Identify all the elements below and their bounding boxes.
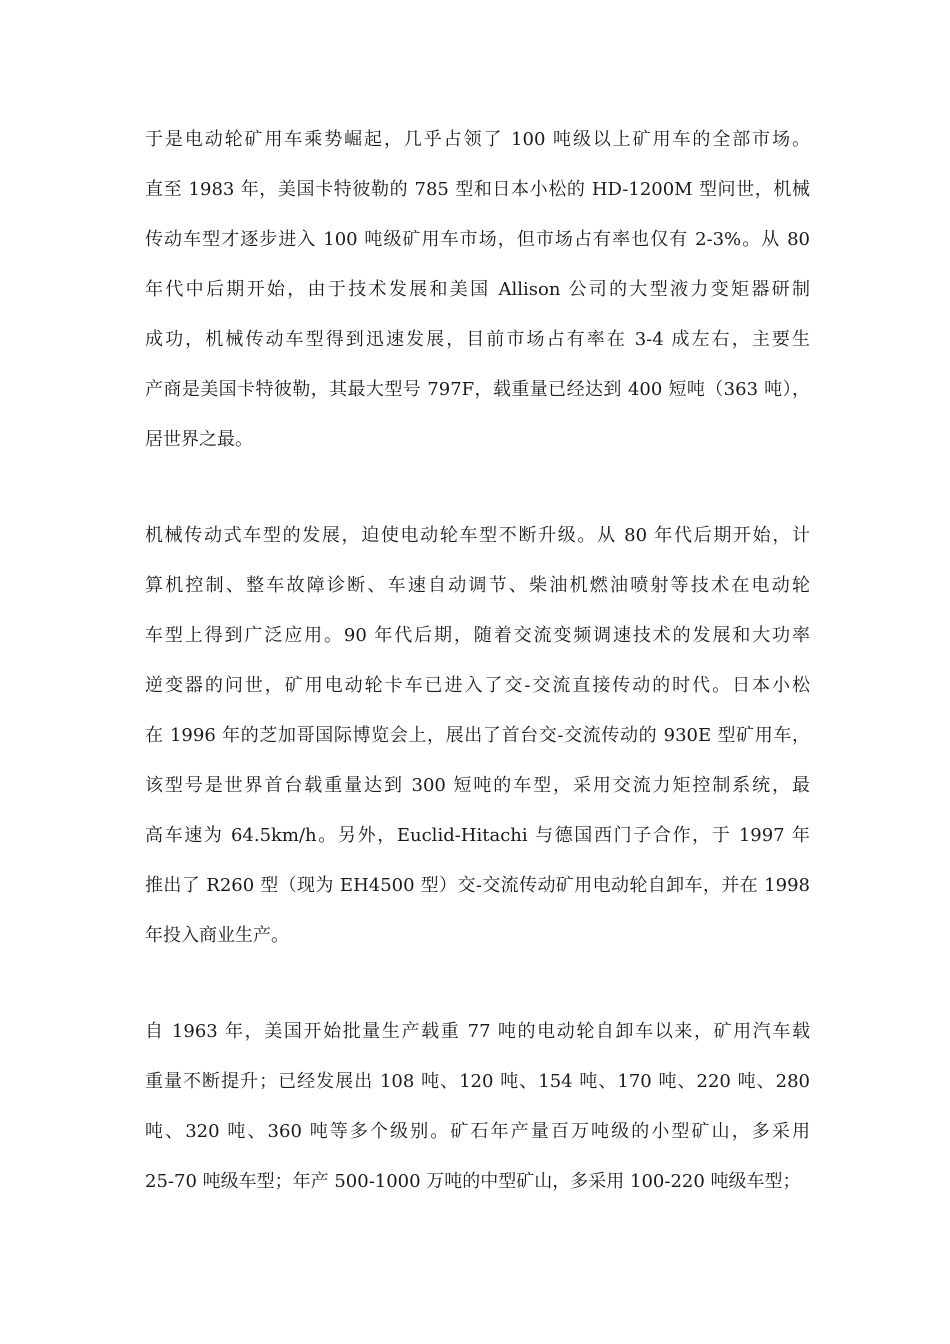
text-line: 车型上得到广泛应用。90 年代后期，随着交流变频调速技术的发展和大功率 [145,625,810,646]
text-line: 25-70 吨级车型；年产 500-1000 万吨的中型矿山，多采用 100-220 吨级车型； [145,1171,801,1192]
text-line: 推出了 R260 型（现为 EH4500 型）交-交流传动矿用电动轮自卸车，并在 1998 [145,875,810,896]
text-line: 直至 1983 年，美国卡特彼勒的 785 型和日本小松的 HD-1200M 型问世，机械 [145,179,810,200]
text-line: 传动车型才逐步进入 100 吨级矿用车市场，但市场占有率也仅有 2-3%。从 80 [145,229,810,250]
text-line: 产商是美国卡特彼勒，其最大型号 797F，载重量已经达到 400 短吨（363 吨）， [145,379,810,400]
text-line: 机械传动式车型的发展，迫使电动轮车型不断升级。从 80 年代后期开始，计 [145,525,810,546]
text-line: 高车速为 64.5km/h。另外，Euclid-Hitachi 与德国西门子合作，于 1997 年 [145,825,810,846]
text-line: 于是电动轮矿用车乘势崛起，几乎占领了 100 吨级以上矿用车的全部市场。 [145,129,810,150]
text-line: 成功，机械传动车型得到迅速发展，目前市场占有率在 3-4 成左右，主要生 [145,329,810,350]
text-line: 居世界之最。 [145,429,253,450]
text-line: 在 1996 年的芝加哥国际博览会上，展出了首台交-交流传动的 930E 型矿用车， [145,725,810,746]
paragraph-payload-growth [145,1014,810,1214]
text-line: 年投入商业生产。 [145,925,289,946]
text-line: 该型号是世界首台载重量达到 300 短吨的车型，采用交流力矩控制系统，最 [145,775,810,796]
text-line: 吨、320 吨、360 吨等多个级别。矿石年产量百万吨级的小型矿山，多采用 [145,1121,810,1142]
paragraph-mechanical-drive-development [145,518,810,968]
text-line: 逆变器的问世，矿用电动轮卡车已进入了交-交流直接传动的时代。日本小松 [145,675,810,696]
text-line: 算机控制、整车故障诊断、车速自动调节、柴油机燃油喷射等技术在电动轮 [145,575,810,596]
text-line: 自 1963 年，美国开始批量生产载重 77 吨的电动轮自卸车以来，矿用汽车载 [145,1021,810,1042]
paragraph-electric-wheel-history [145,122,810,472]
text-line: 重量不断提升；已经发展出 108 吨、120 吨、154 吨、170 吨、220 吨、280 [145,1071,810,1092]
text-line: 年代中后期开始，由于技术发展和美国 Allison 公司的大型液力变矩器研制 [145,279,810,300]
